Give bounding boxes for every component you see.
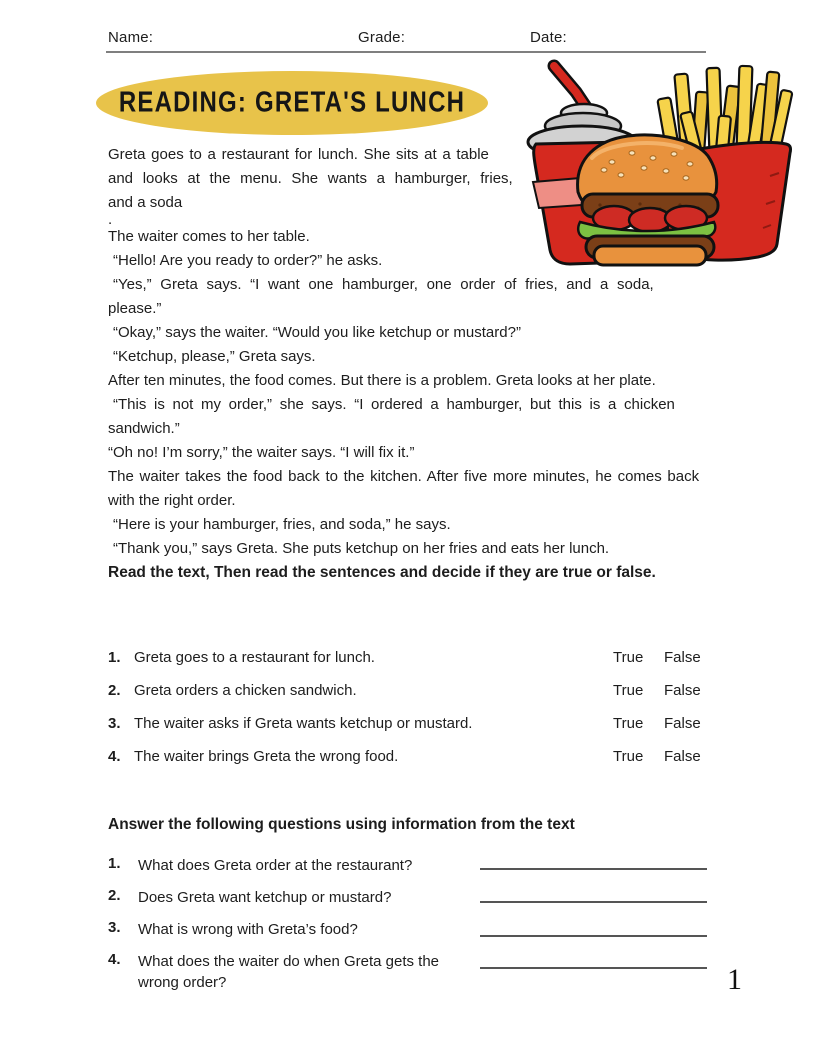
tf-item-text: Greta goes to a restaurant for lunch. <box>134 649 375 666</box>
tf-item <box>108 748 718 770</box>
page-number: 1 <box>727 963 742 996</box>
passage-line: sandwich.” <box>108 420 180 437</box>
question-number: 1. <box>108 855 121 872</box>
question-number: 2. <box>108 887 121 904</box>
tf-item-number: 1. <box>108 649 121 666</box>
question-item <box>108 855 488 876</box>
passage-line: with the right order. <box>108 492 236 509</box>
tf-item-number: 2. <box>108 682 121 699</box>
passage-paragraph: “Ketchup, please,” Greta says. <box>113 348 316 365</box>
passage-line: and a soda <box>108 194 183 211</box>
answer-line[interactable] <box>480 967 707 969</box>
date-label: Date: <box>530 29 567 46</box>
true-option[interactable]: True <box>613 649 644 666</box>
answer-line[interactable] <box>480 868 707 870</box>
question-line: What does the waiter do when Greta gets the <box>138 953 440 970</box>
true-option[interactable]: True <box>613 715 644 732</box>
answer-line[interactable] <box>480 901 707 903</box>
title-banner <box>96 71 488 135</box>
true-false-instruction: Read the text, Then read the sentences and decide if they are true or false. <box>108 564 656 581</box>
true-option[interactable]: True <box>613 748 644 765</box>
question-item <box>108 919 488 940</box>
tf-item <box>108 649 718 671</box>
question-number: 3. <box>108 919 121 936</box>
false-option[interactable]: False <box>664 682 701 699</box>
passage-paragraph: “Thank you,” says Greta. She puts ketchup on her fries and eats her lunch. <box>113 540 610 557</box>
passage-line: and looks at the menu. She wants a hamburger, fries, <box>108 170 513 187</box>
header-rule <box>106 51 706 53</box>
name-label: Name: <box>108 29 154 46</box>
questions-instruction: Answer the following questions using information from the text <box>108 816 575 833</box>
grade-label: Grade: <box>358 29 406 46</box>
tf-item <box>108 715 718 737</box>
passage-paragraph <box>108 143 522 215</box>
tf-item-number: 4. <box>108 748 121 765</box>
false-option[interactable]: False <box>664 748 701 765</box>
question-text: What is wrong with Greta’s food? <box>138 921 358 938</box>
passage-paragraph <box>108 273 706 321</box>
false-option[interactable]: False <box>664 649 701 666</box>
tf-item-text: The waiter asks if Greta wants ketchup or mustard. <box>134 715 473 732</box>
passage-paragraph: “Oh no! I’m sorry,” the waiter says. “I will fix it.” <box>108 444 415 461</box>
passage-paragraph <box>108 465 752 513</box>
passage-line: Greta goes to a restaurant for lunch. She sits at a table <box>108 146 489 163</box>
passage-paragraph: “Hello! Are you ready to order?” he asks. <box>113 252 383 269</box>
tf-item-text: Greta orders a chicken sandwich. <box>134 682 357 699</box>
passage-line: The waiter takes the food back to the kitchen. After five more minutes, he comes back <box>108 468 700 485</box>
answer-line[interactable] <box>480 935 707 937</box>
question-text: What does Greta order at the restaurant? <box>138 857 413 874</box>
tf-item <box>108 682 718 704</box>
passage-paragraph: “Okay,” says the waiter. “Would you like ketchup or mustard?” <box>113 324 521 341</box>
passage-line: please.” <box>108 300 162 317</box>
passage-paragraph <box>108 393 752 441</box>
question-item <box>108 887 488 908</box>
true-option[interactable]: True <box>613 682 644 699</box>
passage-paragraph: The waiter comes to her table. <box>108 228 310 245</box>
question-text: Does Greta want ketchup or mustard? <box>138 889 392 906</box>
passage-line: “This is not my order,” she says. “I ordered a hamburger, but this is a chicken <box>113 396 675 413</box>
page-title: READING: GRETA'S LUNCH <box>118 86 466 119</box>
question-number: 4. <box>108 951 121 968</box>
passage-paragraph: “Here is your hamburger, fries, and soda,” he says. <box>113 516 451 533</box>
tf-item-number: 3. <box>108 715 121 732</box>
passage-line: “Yes,” Greta says. “I want one hamburger, one order of fries, and a soda, <box>113 276 654 293</box>
question-line: wrong order? <box>138 974 227 991</box>
tf-item-text: The waiter brings Greta the wrong food. <box>134 748 399 765</box>
false-option[interactable]: False <box>664 715 701 732</box>
reading-passage <box>108 143 752 585</box>
passage-paragraph: . <box>108 211 113 228</box>
passage-paragraph: After ten minutes, the food comes. But there is a problem. Greta looks at her plate. <box>108 372 656 389</box>
question-text <box>138 951 488 993</box>
question-item <box>108 951 488 993</box>
